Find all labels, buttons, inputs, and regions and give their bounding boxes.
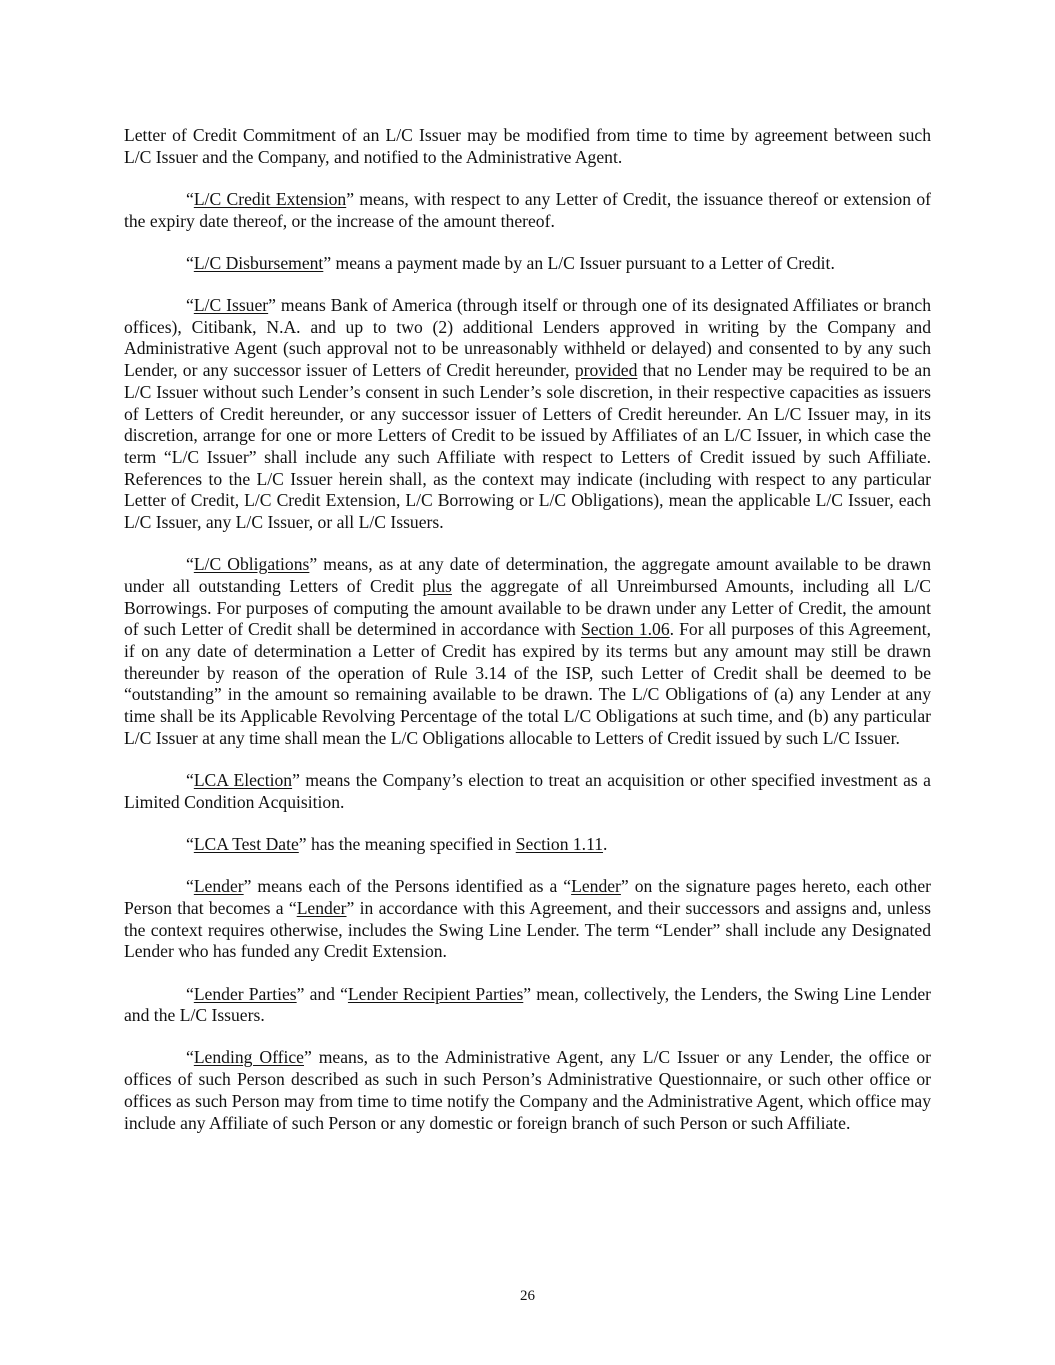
paragraph-text: ” on the signature pages hereto, each other Person that becomes a “ bbox=[124, 876, 932, 918]
paragraph-text: ” means, as to the Administrative Agent, any L/C Issuer or any Lender, the office or offices of such Person described as such in such Person’s Administrative Questionnaire, or such other office or offices as such Person may from time to time notify the Company and the Administrative Agent, which office may include any Affiliate of such Person or any domestic or foreign branch of such Person or such Affiliate. bbox=[124, 1047, 931, 1133]
paragraph-text: ” means, as at any date of determination, the aggregate amount available to be drawn under all outstanding Letters of Credit bbox=[124, 554, 931, 596]
paragraph-text: “ bbox=[186, 983, 194, 1004]
paragraph-text: “ bbox=[186, 1047, 194, 1068]
paragraph-text: ” means a payment made by an L/C Issuer pursuant to a Letter of Credit. bbox=[323, 252, 835, 273]
definition-paragraph bbox=[124, 984, 931, 1027]
underlined-term: Lender bbox=[193, 876, 244, 897]
underlined-term: Lender bbox=[296, 897, 347, 918]
paragraph-text: that no Lender may be required to be an L/C Issuer without such Lender’s consent in such Lender’s sole discretion, in their respective capacities as issuers of Letters of Credit hereunder, or any successor issuer of Letters of Credit hereunder. An L/C Issuer may, in its discretion, arrange for one or more Letters of Credit to be issued by Affiliates of an L/C Issuer, in which case the term “L/C Issuer” shall include any such Affiliate with respect to Letters of Credit issued by such Affiliate. References to the L/C Issuer herein shall, as the context may indicate (including with respect to any particular Letter of Credit, L/C Credit Extension, L/C Borrowing or L/C Obligations), mean the applicable L/C Issuer, each L/C Issuer, any L/C Issuer, or all L/C Issuers. bbox=[124, 360, 931, 533]
underlined-term: LCA Test Date bbox=[193, 833, 299, 854]
paragraph-text: Letter of Credit Commitment of an L/C Issuer may be modified from time to time by agreement between such L/C Issuer and the Company, and notified to the Administrative Agent. bbox=[124, 125, 931, 167]
definition-paragraph bbox=[124, 876, 931, 963]
underlined-term: Section 1.06 bbox=[580, 619, 670, 640]
paragraph-text: ” has the meaning specified in bbox=[298, 833, 516, 854]
definition-paragraph bbox=[124, 295, 931, 534]
definition-paragraph bbox=[124, 834, 931, 856]
paragraph-text: ” means Bank of America (through itself or through one of its designated Affiliates or branch offices), Citibank, N.A. and up to two (2) additional Lenders approved in writing by the Company and Administrative Agent (such approval not to be unreasonably withheld or delayed) and consented to by any such Lender, or any successor issuer of Letters of Credit hereunder, bbox=[124, 295, 931, 381]
definition-paragraph bbox=[124, 253, 931, 275]
underlined-term: L/C Credit Extension bbox=[193, 188, 347, 209]
paragraph-text: ” in accordance with this Agreement, and their successors and assigns and, unless the context requires otherwise, includes the Swing Line Lender. The term “Lender” shall include any Designated Lender who has funded any Credit Extension. bbox=[124, 897, 932, 962]
underlined-term: L/C Disbursement bbox=[193, 252, 324, 273]
paragraph-text: “ bbox=[186, 554, 194, 575]
paragraph-text: “ bbox=[186, 770, 194, 791]
paragraph-text: “ bbox=[186, 876, 194, 897]
paragraph-text: “ bbox=[186, 188, 194, 209]
underlined-term: plus bbox=[422, 575, 452, 596]
underlined-term: Lender Parties bbox=[193, 983, 297, 1004]
paragraph-text: ” means the Company’s election to treat an acquisition or other specified investment as a Limited Condition Acquisition. bbox=[124, 770, 931, 812]
definition-paragraph bbox=[124, 189, 931, 232]
definition-paragraph bbox=[124, 770, 931, 813]
page-number: 26 bbox=[520, 1288, 535, 1304]
paragraph-text: . bbox=[603, 833, 608, 854]
definition-paragraph bbox=[124, 554, 931, 749]
definition-paragraph bbox=[124, 125, 931, 168]
paragraph-text: “ bbox=[186, 252, 194, 273]
underlined-term: provided bbox=[574, 360, 638, 381]
underlined-term: Section 1.11 bbox=[515, 833, 604, 854]
paragraph-text: the aggregate of all Unreimbursed Amounts, including all L/C Borrowings. For purposes of computing the amount available to be drawn under any Letter of Credit, the amount of such Letter of Credit shall be determined in accordance with bbox=[124, 575, 931, 640]
underlined-term: L/C Obligations bbox=[193, 554, 310, 575]
underlined-term: LCA Election bbox=[193, 770, 293, 791]
paragraph-text: . For all purposes of this Agreement, if on any date of determination a Letter of Credit has expired by its terms but any amount may still be drawn thereunder by reason of the operation of Rule 3.14 of the ISP, such Letter of Credit shall be deemed to be “outstanding” in the amount so remaining available to be drawn. The L/C Obligations of (a) any Lender at any time shall be its Applicable Revolving Percentage of the total L/C Obligations at such time, and (b) any particular L/C Issuer at any time shall mean the L/C Obligations allocable to Letters of Credit issued by such L/C Issuer. bbox=[124, 619, 931, 748]
underlined-term: L/C Issuer bbox=[193, 295, 269, 316]
paragraph-text: ” and “ bbox=[296, 983, 348, 1004]
paragraph-text: “ bbox=[186, 295, 194, 316]
underlined-term: Lending Office bbox=[193, 1047, 304, 1068]
document-body bbox=[124, 125, 931, 1155]
definition-paragraph bbox=[124, 1047, 931, 1134]
paragraph-text: ” means, with respect to any Letter of Credit, the issuance thereof or extension of the expiry date thereof, or the increase of the amount thereof. bbox=[124, 188, 931, 231]
paragraph-text: ” means each of the Persons identified as a “ bbox=[243, 876, 572, 897]
underlined-term: Lender bbox=[571, 876, 621, 897]
paragraph-text: “ bbox=[186, 833, 194, 854]
underlined-term: Lender Recipient Parties bbox=[347, 983, 524, 1004]
paragraph-text: ” mean, collectively, the Lenders, the Swing Line Lender and the L/C Issuers. bbox=[124, 983, 931, 1026]
